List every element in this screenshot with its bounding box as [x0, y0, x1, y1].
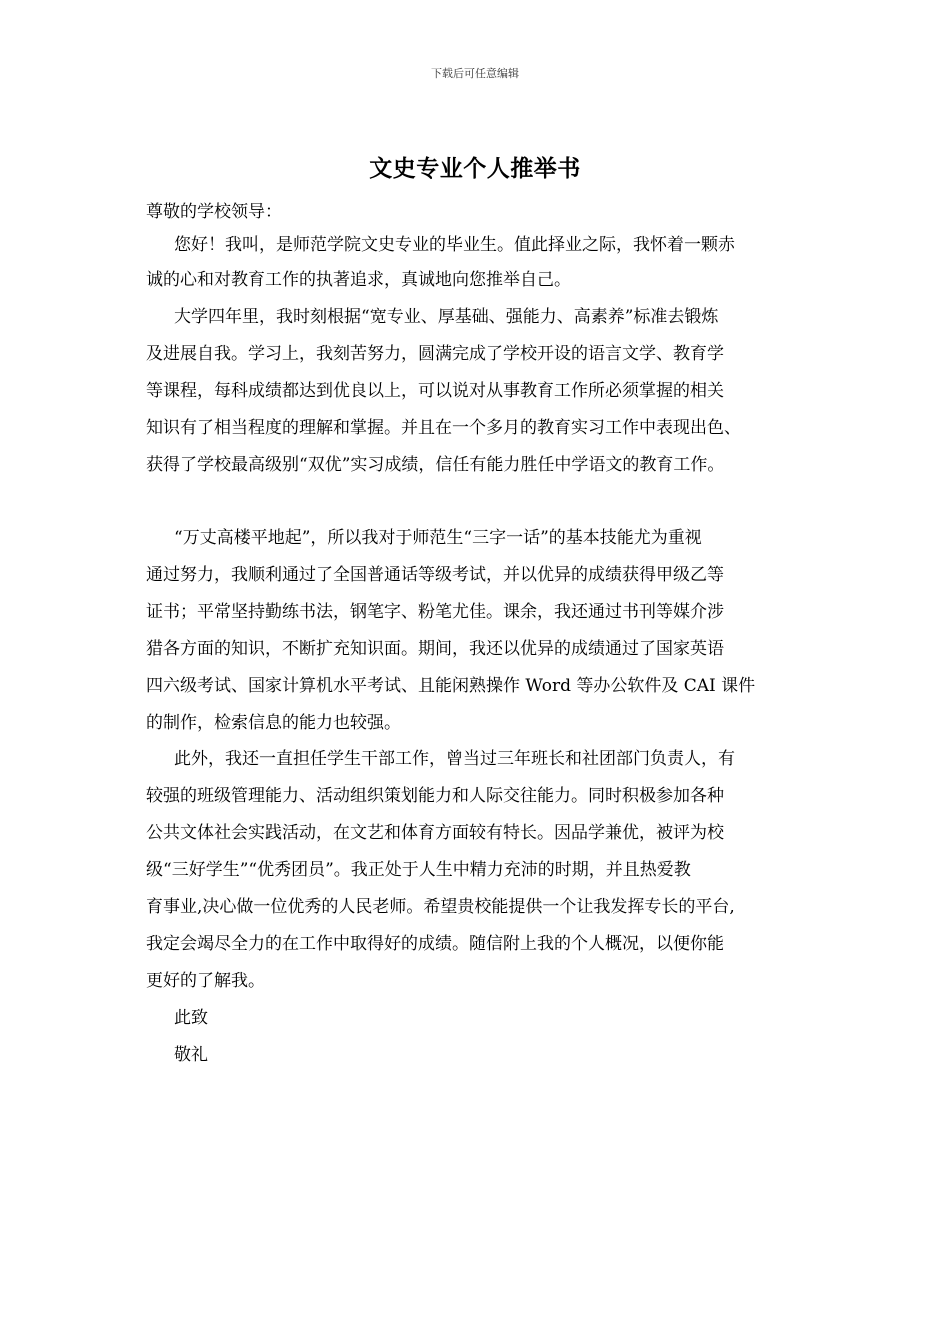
- body-line: 证书；平常坚持勤练书法，钢笔字、粉笔尤佳。课余，我还通过书刊等媒介涉: [146, 602, 724, 622]
- document-title: 文史专业个人推举书: [369, 155, 581, 182]
- body-line: 育事业,决心做一位优秀的人民老师。希望贵校能提供一个让我发挥专长的平台,: [146, 897, 735, 917]
- closing-line: 此致: [174, 1008, 208, 1028]
- body-line: 此外，我还一直担任学生干部工作，曾当过三年班长和社团部门负责人，有: [174, 749, 735, 769]
- body-line: 大学四年里，我时刻根据“宽专业、厚基础、强能力、高素养”标准去锻炼: [174, 307, 719, 327]
- body-line: 公共文体社会实践活动，在文艺和体育方面较有特长。因品学兼优，被评为校: [146, 823, 724, 843]
- body-line: 获得了学校最高级别“双优”实习成绩，信任有能力胜任中学语文的教育工作。: [146, 455, 725, 475]
- body-line: 通过努力，我顺利通过了全国普通话等级考试，并以优异的成绩获得甲级乙等: [146, 565, 724, 585]
- body-line: 级“三好学生”“优秀团员”。我正处于人生中精力充沛的时期，并且热爱教: [146, 860, 691, 880]
- body-line: 较强的班级管理能力、活动组织策划能力和人际交往能力。同时积极参加各种: [146, 786, 724, 806]
- body-line: 您好！我叫，是师范学院文史专业的毕业生。值此择业之际，我怀着一颗赤: [174, 235, 735, 255]
- closing-regards: 敬礼: [174, 1045, 208, 1065]
- body-line: 知识有了相当程度的理解和掌握。并且在一个多月的教育实习工作中表现出色、: [146, 418, 741, 438]
- body-line: 更好的了解我。: [146, 971, 265, 991]
- body-line: 及进展自我。学习上，我刻苦努力，圆满完成了学校开设的语言文学、教育学: [146, 344, 724, 364]
- body-line: 等课程，每科成绩都达到优良以上，可以说对从事教育工作所必须掌握的相关: [146, 381, 724, 401]
- body-line: 诚的心和对教育工作的执著追求，真诚地向您推举自己。: [146, 270, 571, 290]
- body-line: 猎各方面的知识，不断扩充知识面。期间，我还以优异的成绩通过了国家英语: [146, 639, 724, 659]
- body-line: 我定会竭尽全力的在工作中取得好的成绩。随信附上我的个人概况，以便你能: [146, 934, 724, 954]
- body-line: “万丈高楼平地起”，所以我对于师范生“三字一话”的基本技能尤为重视: [174, 528, 702, 548]
- body-line: 的制作，检索信息的能力也较强。: [146, 713, 401, 733]
- salutation: 尊敬的学校领导：: [146, 202, 282, 222]
- body-line: 四六级考试、国家计算机水平考试、且能闲熟操作 Word 等办公软件及 CAI 课件: [146, 676, 756, 696]
- header-note: 下载后可任意编辑: [431, 67, 519, 80]
